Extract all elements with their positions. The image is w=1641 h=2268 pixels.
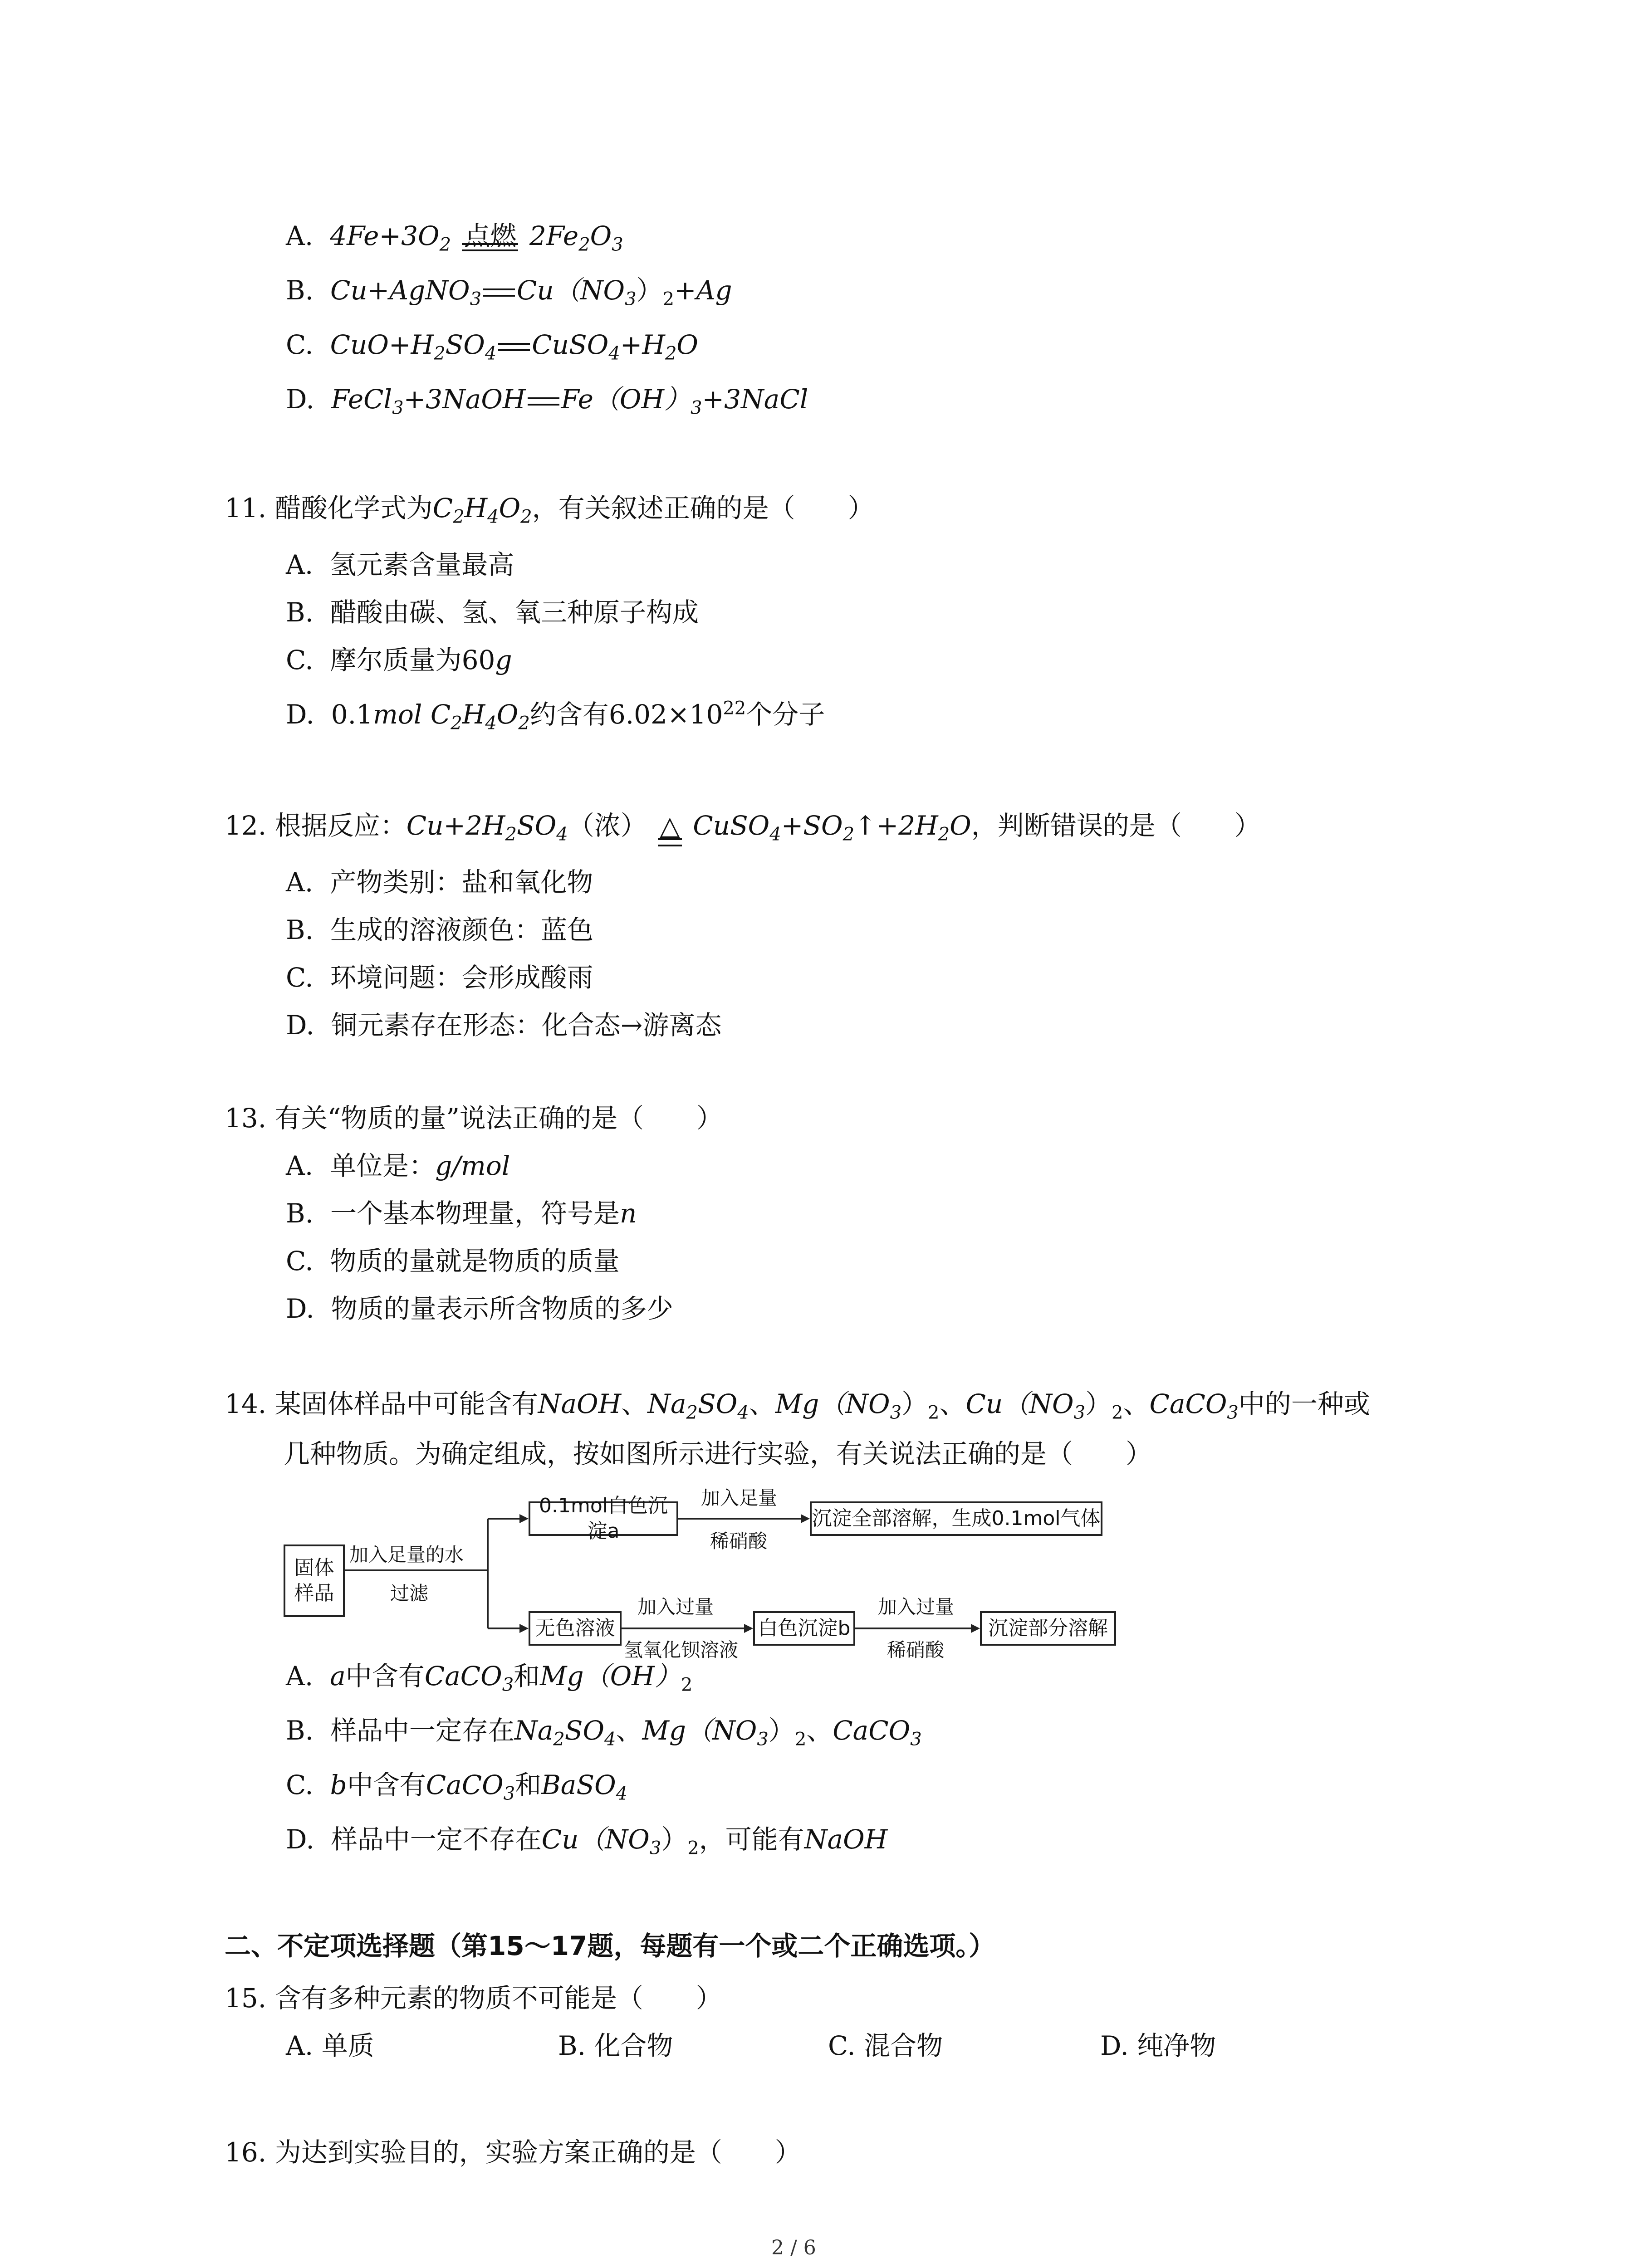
option-text: 物质的量就是物质的质量: [330, 1246, 620, 1276]
subscript: 3: [691, 397, 702, 419]
option-text: A. 单质: [286, 2030, 374, 2061]
formula: CaCO: [424, 1661, 502, 1691]
separator: 、: [616, 1715, 642, 1746]
formula: CuSO: [693, 810, 770, 841]
q14-stem-line2: [284, 1436, 1152, 1472]
subscript: 2: [794, 1729, 807, 1750]
subscript: 2: [681, 1674, 693, 1696]
option-text: 环境问题：会形成酸雨: [330, 962, 593, 993]
subscript: 3: [649, 1838, 661, 1859]
unit: g/mol: [435, 1150, 510, 1181]
formula: Cu+AgNO: [330, 275, 470, 306]
subscript: 3: [1073, 1402, 1086, 1423]
subscript: 2: [505, 824, 517, 845]
formula: Mg（NO: [775, 1388, 890, 1419]
flow-label: 稀硝酸: [710, 1530, 768, 1552]
formula: +3NaCl: [702, 384, 808, 415]
subscript: 2: [662, 288, 675, 310]
q11-option-b: [286, 594, 699, 631]
option-label: B.: [286, 1198, 314, 1229]
q11-option-c: [286, 642, 512, 678]
option-label: C.: [286, 645, 314, 675]
formula: O: [496, 699, 519, 730]
subscript: 2: [453, 506, 465, 528]
formula: BaSO: [541, 1769, 616, 1800]
option-text: 物质的量表示所含物质的多少: [331, 1293, 673, 1324]
equal-bars: [658, 838, 682, 846]
option-label: D.: [286, 384, 314, 415]
separator: 、: [939, 1388, 966, 1419]
option-text: 摩尔质量为60: [330, 645, 495, 675]
unit: g: [495, 645, 512, 675]
q13-stem: [225, 1100, 723, 1136]
q15-option-d: [1100, 2028, 1216, 2064]
formula: Na: [647, 1388, 686, 1419]
option-text: 中含有: [345, 1661, 425, 1691]
option-text: 中含有: [347, 1769, 426, 1800]
formula: CuO+H: [330, 329, 434, 360]
subscript: 4: [485, 713, 497, 734]
q12-option-a: [286, 864, 593, 900]
flow-label: 稀硝酸: [887, 1639, 945, 1661]
stem-text: 醋酸化学式为: [274, 493, 433, 523]
option-text: 氢元素含量最高: [330, 549, 514, 580]
flow-text: 0.1mol白色沉淀a: [539, 1494, 668, 1543]
flow-text: 沉淀全部溶解，生成0.1mol气体: [812, 1507, 1101, 1530]
stem-text: 根据反应：: [274, 810, 407, 841]
subscript: 2: [686, 1402, 698, 1423]
formula: O: [590, 220, 612, 251]
subscript: 3: [757, 1729, 769, 1750]
subscript: 4: [604, 1729, 616, 1750]
option-text: C. 混合物: [828, 2030, 943, 2061]
condition-text: 点燃: [464, 220, 517, 251]
option-label: A.: [286, 1150, 314, 1181]
formula: Cu（NO: [541, 1824, 650, 1855]
question-number: 12.: [225, 810, 267, 841]
formula: （浓）: [568, 810, 647, 841]
option-label: D.: [286, 1010, 314, 1041]
option-label: B.: [286, 597, 314, 628]
subscript: 2: [578, 234, 590, 255]
flow-text: 无色溶液: [535, 1617, 615, 1640]
formula: +H: [620, 329, 665, 360]
subscript: 4: [608, 343, 620, 364]
subscript: 4: [487, 506, 499, 528]
option-text: 和: [514, 1661, 540, 1691]
equal-bars: [462, 243, 518, 251]
formula: ↑+2H: [854, 810, 938, 841]
equals-sign: [528, 397, 559, 406]
page-number: 2 / 6: [771, 2236, 816, 2259]
q13-option-d: [286, 1290, 673, 1327]
formula: CaCO: [426, 1769, 504, 1800]
subscript: 2: [1112, 1402, 1123, 1423]
flow-label: 加入过量: [878, 1596, 955, 1618]
unit: mol: [373, 699, 422, 730]
subscript: 4: [556, 824, 568, 845]
q10-option-d: [286, 381, 808, 417]
formula: Cu（NO: [965, 1388, 1074, 1419]
option-text: 单位是：: [330, 1150, 436, 1181]
option-text: D. 纯净物: [1100, 2030, 1216, 2061]
q15-option-b: [558, 2028, 673, 2064]
subscript: 4: [769, 824, 781, 845]
option-label: A.: [286, 1661, 314, 1691]
q12-stem: [225, 807, 1261, 844]
q13-option-c: [286, 1243, 620, 1279]
variable: a: [330, 1661, 346, 1691]
formula: CuSO: [532, 329, 609, 360]
separator: 、: [806, 1715, 833, 1746]
formula: SO: [697, 1388, 738, 1419]
subscript: 3: [1227, 1402, 1239, 1423]
flow-result-a-box: [810, 1501, 1102, 1536]
question-number: 15.: [225, 1983, 267, 2014]
subscript: 2: [520, 506, 532, 528]
q10-option-b: [286, 272, 732, 308]
formula: Mg（OH）: [540, 1661, 681, 1691]
q12-option-d: [286, 1007, 721, 1043]
question-number: 16.: [225, 2137, 267, 2168]
subscript: 2: [553, 1729, 565, 1750]
stem-text: 中的一种或: [1238, 1388, 1370, 1419]
subscript: 3: [625, 288, 637, 310]
formula: ）: [1085, 1388, 1112, 1419]
section-heading: [225, 1928, 995, 1964]
formula: 4Fe+3O: [330, 220, 440, 251]
subscript: 3: [503, 1783, 515, 1804]
subscript: 4: [616, 1783, 628, 1804]
flow-colorless-box: [529, 1611, 622, 1646]
subscript: 4: [737, 1402, 749, 1423]
option-text: 生成的溶液颜色：蓝色: [330, 914, 593, 945]
stem-text: 为达到实验目的，实验方案正确的是（ ）: [274, 2137, 801, 2168]
formula: H: [462, 699, 485, 730]
flow-label: 加入过量: [637, 1596, 714, 1618]
flow-result-b-box: [980, 1611, 1116, 1646]
option-text: ，可能有: [699, 1824, 804, 1855]
flow-label: 过滤: [390, 1582, 429, 1604]
q11-option-a: [286, 547, 514, 583]
q13-option-a: [286, 1148, 510, 1184]
subscript: 2: [439, 234, 451, 255]
formula: NaOH: [538, 1388, 622, 1419]
option-text: 醋酸由碳、氢、氧三种原子构成: [330, 597, 699, 628]
option-label: C.: [286, 329, 314, 360]
option-label: A.: [286, 867, 314, 898]
subscript: 2: [434, 343, 446, 364]
subscript: 2: [665, 343, 677, 364]
option-text: 约含有6.02×10: [529, 699, 723, 730]
option-text: 样品中一定存在: [330, 1715, 514, 1746]
formula: C: [432, 493, 453, 523]
subscript: 3: [470, 288, 482, 310]
separator: 、: [1123, 1388, 1150, 1419]
stem-text: 有关“物质的量”说法正确的是（ ）: [274, 1103, 723, 1134]
subscript: 3: [502, 1674, 514, 1696]
option-label: B.: [286, 914, 314, 945]
formula: ）: [636, 275, 663, 306]
option-label: C.: [286, 962, 314, 993]
formula: Mg（NO: [642, 1715, 757, 1746]
symbol: n: [619, 1198, 637, 1229]
flow-label: 加入足量: [701, 1487, 778, 1509]
formula: CaCO: [833, 1715, 911, 1746]
stem-text: 某固体样品中可能含有: [274, 1388, 538, 1419]
formula: ）: [661, 1824, 688, 1855]
formula: +SO: [781, 810, 843, 841]
flow-text: 白色沉淀b: [758, 1617, 851, 1640]
option-label: D.: [286, 699, 314, 730]
option-text: 样品中一定不存在: [331, 1824, 542, 1855]
q15-stem: [225, 1980, 722, 2016]
q11-option-d: [286, 696, 825, 733]
flow-text: 沉淀部分溶解: [988, 1617, 1108, 1640]
stem-text: 含有多种元素的物质不可能是（ ）: [274, 1983, 722, 2014]
q11-stem: [225, 490, 874, 526]
q14-option-a: [286, 1658, 692, 1694]
subscript: 4: [485, 343, 497, 364]
option-text: 个分子: [746, 699, 825, 730]
q13-option-b: [286, 1195, 637, 1232]
formula: ）: [768, 1715, 795, 1746]
option-label: B.: [286, 275, 314, 306]
option-label: D.: [286, 1824, 314, 1855]
formula: +Ag: [674, 275, 732, 306]
separator: 、: [621, 1388, 648, 1419]
q16-stem: [225, 2134, 801, 2170]
reaction-condition: [655, 807, 685, 844]
variable: b: [330, 1769, 347, 1800]
q14-option-d: [286, 1821, 887, 1857]
subscript: 2: [451, 713, 462, 734]
stem-text: 几种物质。为确定组成，按如图所示进行实验，有关说法正确的是（ ）: [284, 1438, 1152, 1469]
subscript: 3: [612, 234, 623, 255]
option-text: 一个基本物理量，符号是: [330, 1198, 620, 1229]
subscript: 3: [890, 1402, 902, 1423]
option-label: B.: [286, 1715, 314, 1746]
q14-stem-line1: [225, 1386, 1370, 1422]
reaction-condition: [459, 218, 521, 254]
subscript: 2: [938, 824, 950, 845]
flow-text: 固体 样品: [294, 1556, 334, 1605]
question-number: 14.: [225, 1388, 267, 1419]
subscript: 2: [687, 1838, 699, 1859]
formula: SO: [516, 810, 557, 841]
formula: H: [464, 493, 488, 523]
section-title: 二、不定项选择题（第15～17题，每题有一个或二个正确选项。）: [225, 1931, 995, 1961]
flow-label: 加入足量的水: [349, 1544, 464, 1566]
option-label: D.: [286, 1293, 314, 1324]
formula: +3NaOH: [403, 384, 526, 415]
formula: O: [676, 329, 698, 360]
option-label: A.: [286, 549, 314, 580]
separator: 、: [749, 1388, 775, 1419]
flow-precip-b-box: [753, 1611, 855, 1646]
subscript: 3: [392, 397, 404, 419]
option-text: B. 化合物: [558, 2030, 673, 2061]
subscript: 3: [910, 1729, 922, 1750]
option-text: 和: [515, 1769, 542, 1800]
formula: SO: [564, 1715, 605, 1746]
option-text: 0.1: [331, 699, 373, 730]
equals-sign: [483, 288, 515, 297]
superscript: 22: [723, 698, 746, 719]
q14-option-b: [286, 1712, 922, 1749]
option-label: C.: [286, 1769, 314, 1800]
stem-text: ，有关叙述正确的是（ ）: [532, 493, 874, 523]
formula: O: [950, 810, 971, 841]
formula: Fe（OH）: [561, 384, 691, 415]
formula: C: [422, 699, 451, 730]
flow-sample-box: [284, 1545, 345, 1617]
formula: FeCl: [331, 384, 392, 415]
formula: Na: [514, 1715, 554, 1746]
option-text: 铜元素存在形态：化合态→游离态: [331, 1010, 722, 1041]
formula: Cu+2H: [406, 810, 505, 841]
option-label: C.: [286, 1246, 314, 1276]
formula: Cu（NO: [517, 275, 625, 306]
q10-option-a: [286, 218, 623, 254]
option-label: A.: [286, 220, 314, 251]
q15-option-c: [828, 2028, 943, 2064]
heat-symbol: △: [660, 810, 680, 841]
subscript: 2: [843, 824, 855, 845]
flow-label: 氢氧化钡溶液: [624, 1639, 739, 1661]
q14-option-c: [286, 1767, 627, 1803]
formula: NaOH: [804, 1824, 888, 1855]
stem-text: ，判断错误的是（ ）: [971, 810, 1261, 841]
option-text: 产物类别：盐和氧化物: [330, 867, 593, 898]
formula: CaCO: [1149, 1388, 1227, 1419]
equals-sign: [498, 343, 530, 351]
flow-precip-a-box: [529, 1494, 678, 1543]
q12-option-b: [286, 912, 593, 948]
formula: 2Fe: [529, 220, 579, 251]
formula: O: [499, 493, 521, 523]
q10-option-c: [286, 327, 698, 363]
question-number: 13.: [225, 1103, 267, 1134]
subscript: 2: [518, 713, 530, 734]
q12-option-c: [286, 959, 593, 996]
formula: ）: [901, 1388, 928, 1419]
subscript: 2: [928, 1402, 940, 1423]
question-number: 11.: [225, 493, 267, 523]
formula: SO: [445, 329, 485, 360]
q15-option-a: [286, 2028, 374, 2064]
